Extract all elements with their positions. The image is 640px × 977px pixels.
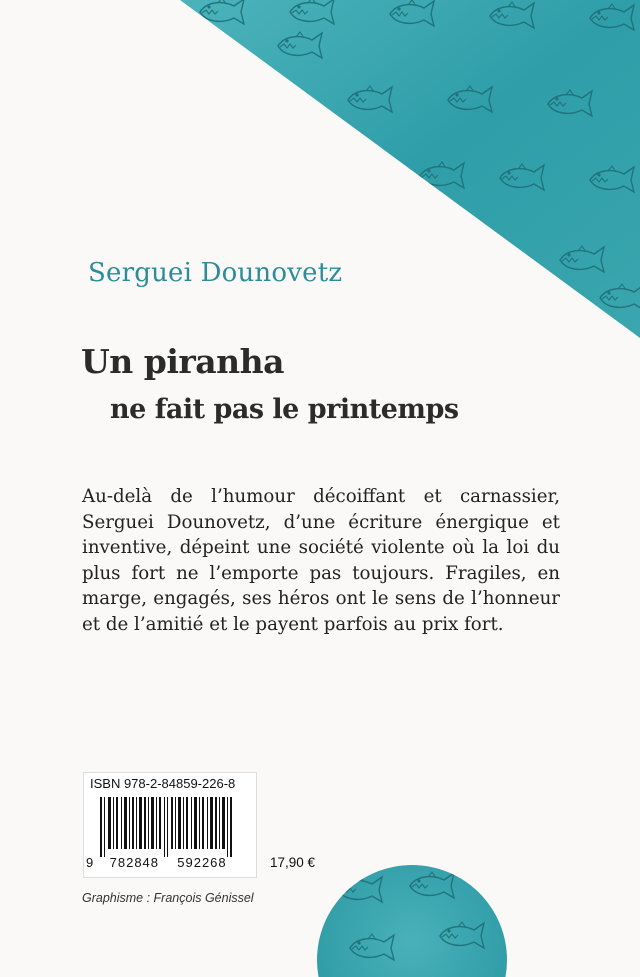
book-title: Un piranha [81, 342, 285, 381]
ean-digits [86, 855, 227, 870]
ean-first-digit: 9 [86, 855, 94, 870]
author-name: Serguei Dounovetz [88, 258, 343, 288]
book-price: 17,90 € [270, 855, 316, 870]
isbn-number: ISBN 978-2-84859-226-8 [90, 776, 236, 791]
teal-circle [317, 865, 507, 977]
barcode-icon [100, 797, 250, 857]
ean-group-1: 782848 [109, 855, 160, 870]
ean-group-2: 592268 [177, 855, 227, 870]
book-subtitle: ne fait pas le printemps [110, 394, 459, 425]
book-blurb: Au-delà de l’humour décoiffant et carnassier, Serguei Dounovetz, d’une écriture énergique et inventive, dépeint une société violente où la loi du plus fort ne l’emporte pas toujours. Fragiles, en marge, engagés, ses héros ont le sens de l’honneur et de l’amitié et le payent parfois au prix fort. [82, 486, 560, 635]
design-credit: Graphisme : François Génissel [82, 891, 254, 905]
